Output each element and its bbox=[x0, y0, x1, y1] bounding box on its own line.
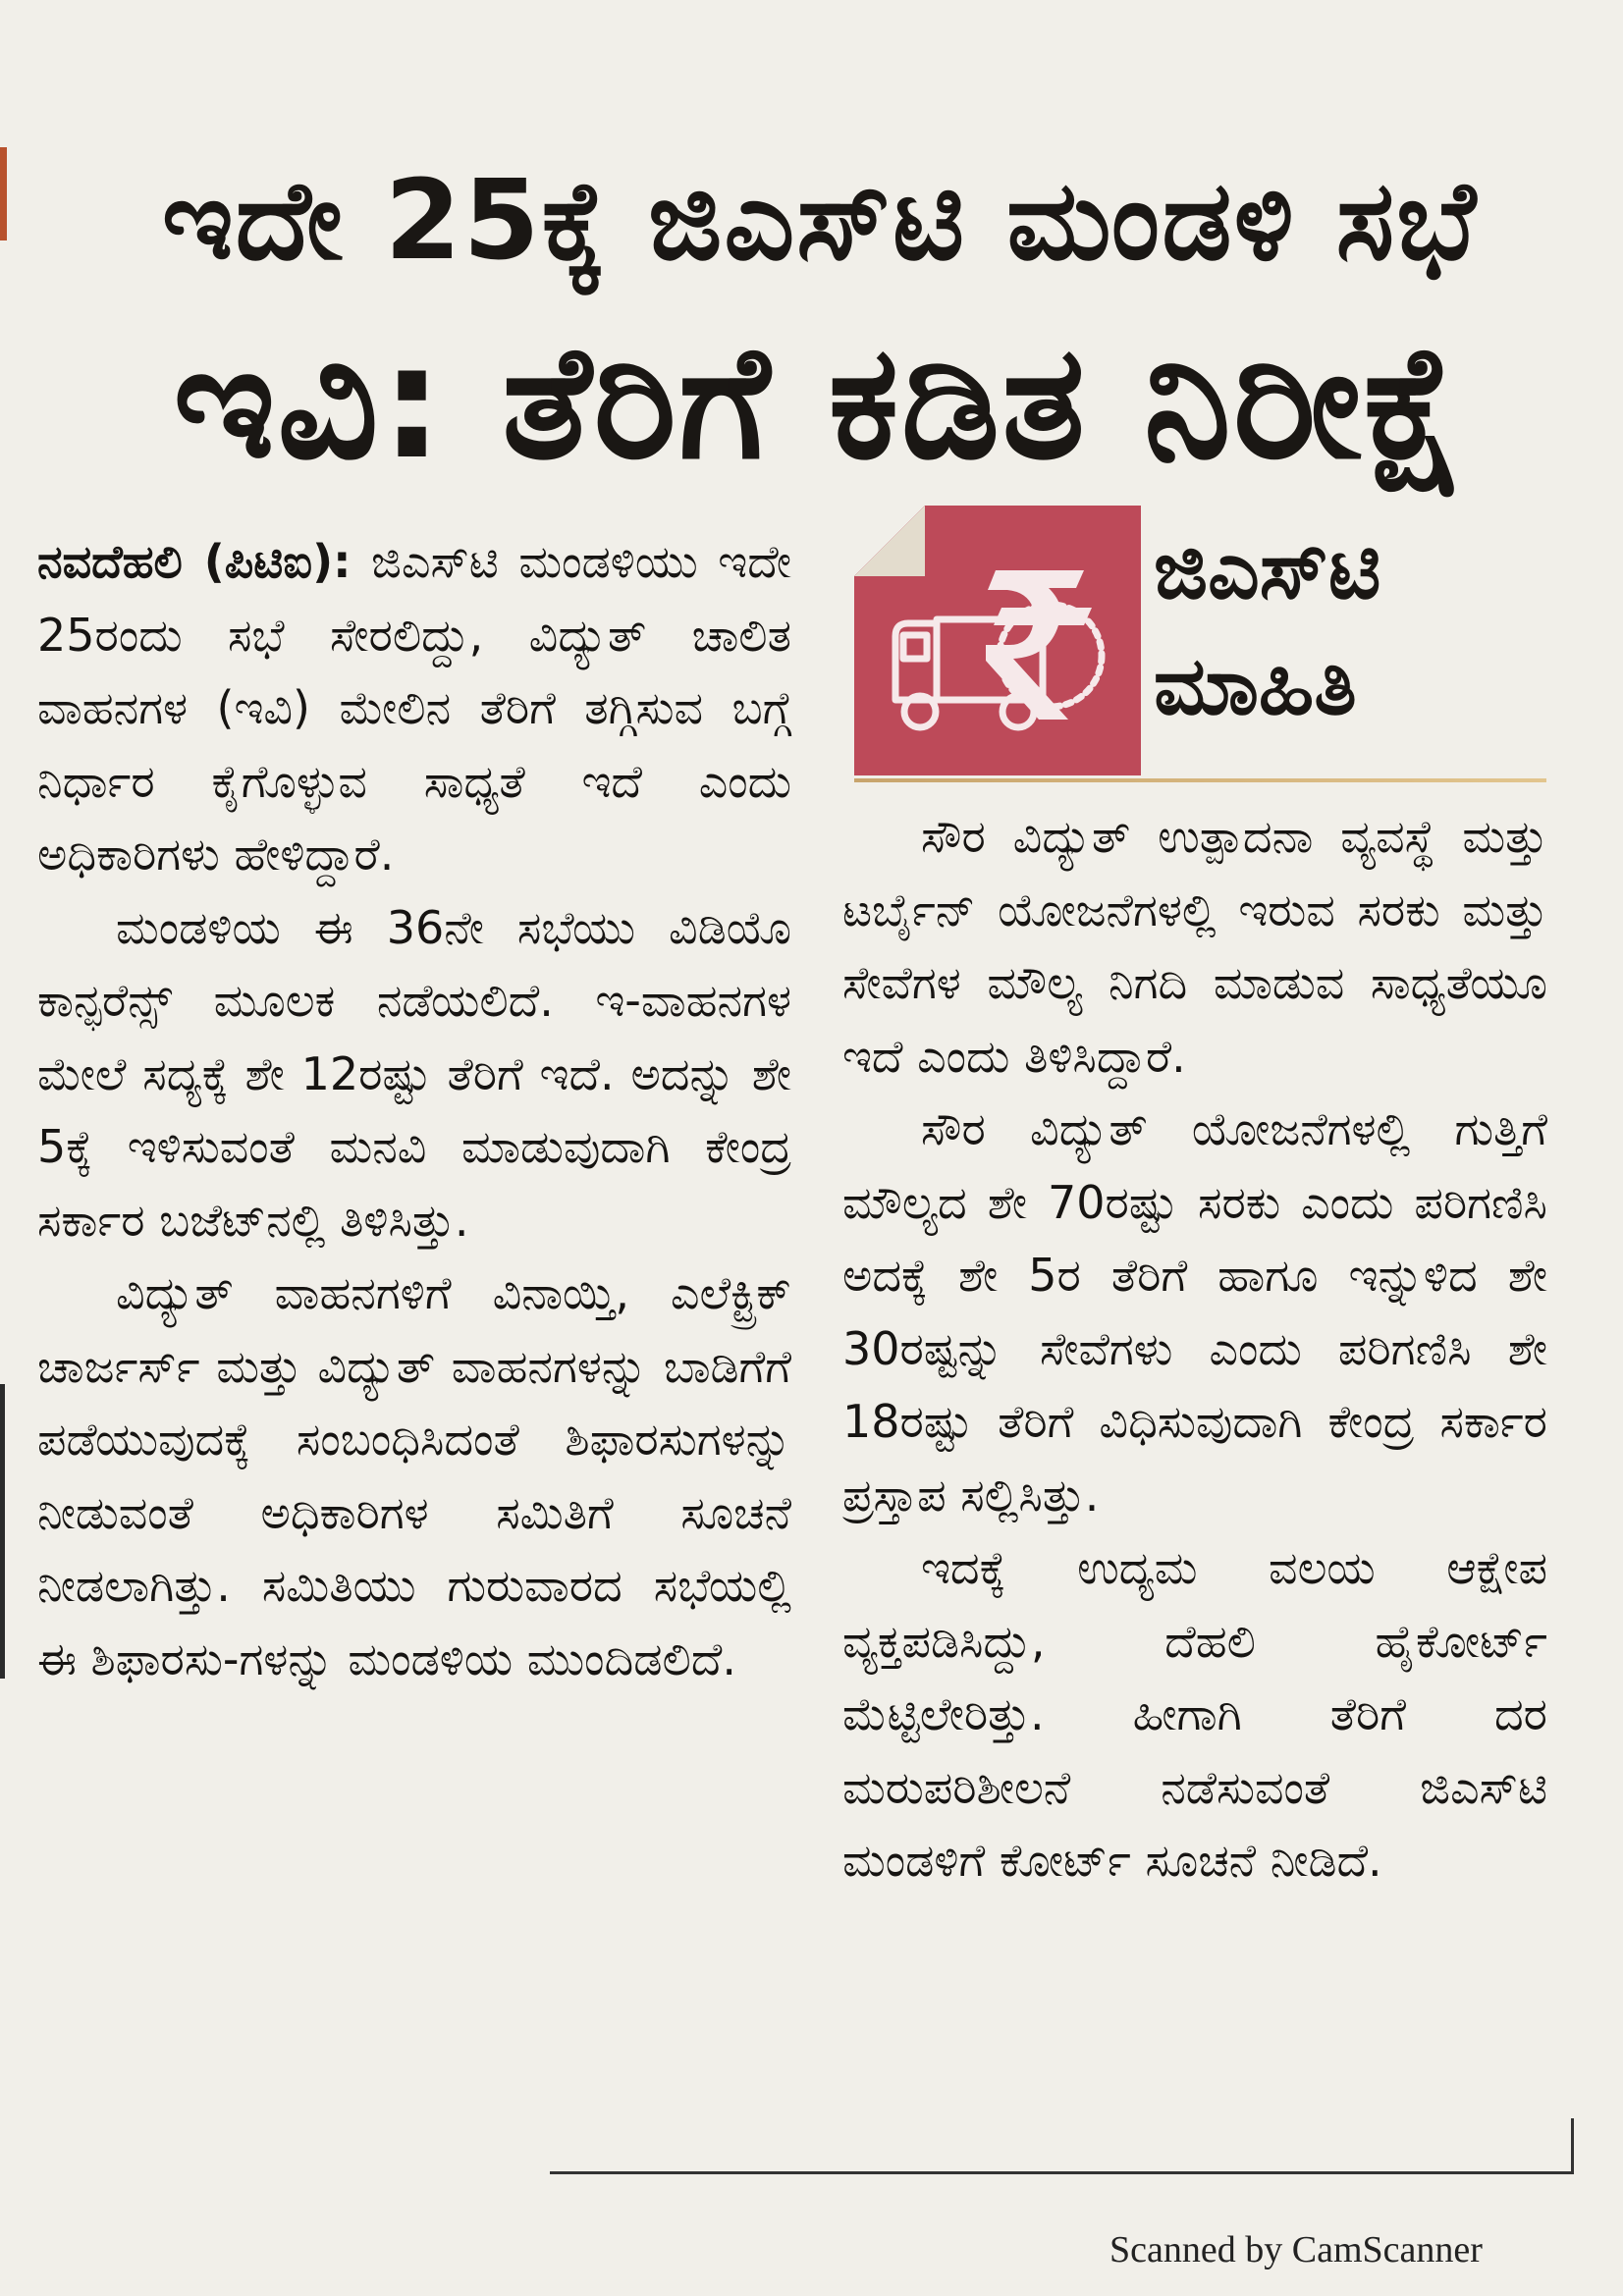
info-box-label bbox=[1154, 513, 1546, 745]
article-paragraph-6: ಇದಕ್ಕೆ ಉದ್ಯಮ ವಲಯ ಆಕ್ಷೇಪ ವ್ಯಕ್ತಪಡಿಸಿದ್ದು, ದೆಹಲಿ ಹೈಕೋರ್ಟ್ ಮೆಟ್ಟಿಲೇರಿತ್ತು. ಹೀಗಾಗಿ ತೆರಿಗೆ ದರ ಮರುಪರಿಶೀಲನೆ ನಡೆಸುವಂತೆ ಜಿಎಸ್‌ಟಿ ಮಂಡಳಿಗೆ ಕೋರ್ಟ್ ಸೂಚನೆ ನೀಡಿದೆ. bbox=[842, 1541, 1547, 1887]
article-paragraph-5: ಸೌರ ವಿದ್ಯುತ್ ಯೋಜನೆಗಳಲ್ಲಿ ಗುತ್ತಿಗೆ ಮೌಲ್ಯದ ಶೇ 70ರಷ್ಟು ಸರಕು ಎಂದು ಪರಿಗಣಿಸಿ ಅದಕ್ಕೆ ಶೇ 5ರ ತೆರಿಗೆ ಹಾಗೂ ಇನ್ನುಳಿದ ಶೇ 30ರಷ್ಟನ್ನು ಸೇವೆಗಳು ಎಂದು ಪರಿಗಣಿಸಿ ಶೇ 18ರಷ್ಟು ತೆರಿಗೆ ವಿಧಿಸುವುದಾಗಿ ಕೇಂದ್ರ ಸರ್ಕಾರ ಪ್ರಸ್ತಾಪ ಸಲ್ಲಿಸಿತ್ತು. bbox=[842, 1102, 1547, 1522]
gst-info-box bbox=[854, 506, 1546, 780]
rupee-truck-icon bbox=[876, 562, 1121, 759]
info-tile bbox=[854, 506, 1141, 775]
dateline: ನವದೆಹಲಿ (ಪಿಟಿಐ): bbox=[37, 535, 352, 588]
bottom-rule-tick bbox=[1571, 2118, 1574, 2174]
info-box-rule bbox=[854, 778, 1546, 782]
article-paragraph-2: ಮಂಡಳಿಯ ಈ 36ನೇ ಸಭೆಯು ವಿಡಿಯೊ ಕಾನ್ಫರೆನ್ಸ್ ಮೂಲಕ ನಡೆಯಲಿದೆ. ಇ-ವಾಹನಗಳ ಮೇಲೆ ಸದ್ಯಕ್ಕೆ ಶೇ 12ರಷ್ಟು ತೆರಿಗೆ ಇದೆ. ಅದನ್ನು ಶೇ 5ಕ್ಕೆ ಇಳಿಸುವಂತೆ ಮನವಿ ಮಾಡುವುದಾಗಿ ಕೇಂದ್ರ ಸರ್ಕಾರ ಬಜೆಟ್‌ನಲ್ಲಿ ತಿಳಿಸಿತ್ತು. bbox=[37, 900, 791, 1247]
paragraph-text: ಜಿಎಸ್‌ಟಿ ಮಂಡಳಿಯು ಇದೇ 25ರಂದು ಸಭೆ ಸೇರಲಿದ್ದು, ವಿದ್ಯುತ್ ಚಾಲಿತ ವಾಹನಗಳ (ಇವಿ) ಮೇಲಿನ ತೆರಿಗೆ ತಗ್ಗಿಸುವ ಬಗ್ಗೆ ನಿರ್ಧಾರ ಕೈಗೊಳ್ಳುವ ಸಾಧ್ಯತೆ ಇದೆ ಎಂದು ಅಧಿಕಾರಿಗಳು ಹೇಳಿದ್ದಾರೆ. bbox=[37, 535, 791, 881]
headline-main: ಇವಿ: ತೆರಿಗೆ ಕಡಿತ ನಿರೀಕ್ಷೆ bbox=[173, 310, 1467, 494]
scanner-footer: Scanned by CamScanner bbox=[1109, 2229, 1483, 2270]
article-column-right bbox=[842, 800, 1547, 1897]
bottom-rule bbox=[550, 2171, 1574, 2174]
info-label-line2: ಮಾಹಿತಿ bbox=[1154, 640, 1357, 733]
article-column-left bbox=[37, 525, 791, 1695]
article-paragraph-4: ಸೌರ ವಿದ್ಯುತ್ ಉತ್ಪಾದನಾ ವ್ಯವಸ್ಥೆ ಮತ್ತು ಟರ್ಬೈನ್ ಯೋಜನೆಗಳಲ್ಲಿ ಇರುವ ಸರಕು ಮತ್ತು ಸೇವೆಗಳ ಮೌಲ್ಯ ನಿಗದಿ ಮಾಡುವ ಸಾಧ್ಯತೆಯೂ ಇದೆ ಎಂದು ತಿಳಿಸಿದ್ದಾರೆ. bbox=[842, 810, 1547, 1083]
headline-kicker: ಇದೇ 25ಕ್ಕೆ ಜಿಎಸ್‌ಟಿ ಮಂಡಳಿ ಸಭೆ bbox=[161, 157, 1479, 285]
article-paragraph-1 bbox=[37, 525, 791, 891]
info-label-line1: ಜಿಎಸ್‌ಟಿ bbox=[1154, 524, 1381, 617]
edge-line bbox=[0, 1384, 5, 1679]
article-paragraph-3: ವಿದ್ಯುತ್ ವಾಹನಗಳಿಗೆ ವಿನಾಯ್ತಿ, ಎಲೆಕ್ಟ್ರಿಕ್ ಚಾರ್ಜರ್ಸ್ ಮತ್ತು ವಿದ್ಯುತ್ ವಾಹನಗಳನ್ನು ಬಾಡಿಗೆಗೆ ಪಡೆಯುವುದಕ್ಕೆ ಸಂಬಂಧಿಸಿದಂತೆ ಶಿಫಾರಸುಗಳನ್ನು ನೀಡುವಂತೆ ಅಧಿಕಾರಿಗಳ ಸಮಿತಿಗೆ ಸೂಚನೆ ನೀಡಲಾಗಿತ್ತು. ಸಮಿತಿಯು ಗುರುವಾರದ ಸಭೆಯಲ್ಲಿ ಈ ಶಿಫಾರಸು-ಗಳನ್ನು ಮಂಡಳಿಯ ಮುಂದಿಡಲಿದೆ. bbox=[37, 1266, 791, 1685]
edge-mark bbox=[0, 147, 7, 240]
